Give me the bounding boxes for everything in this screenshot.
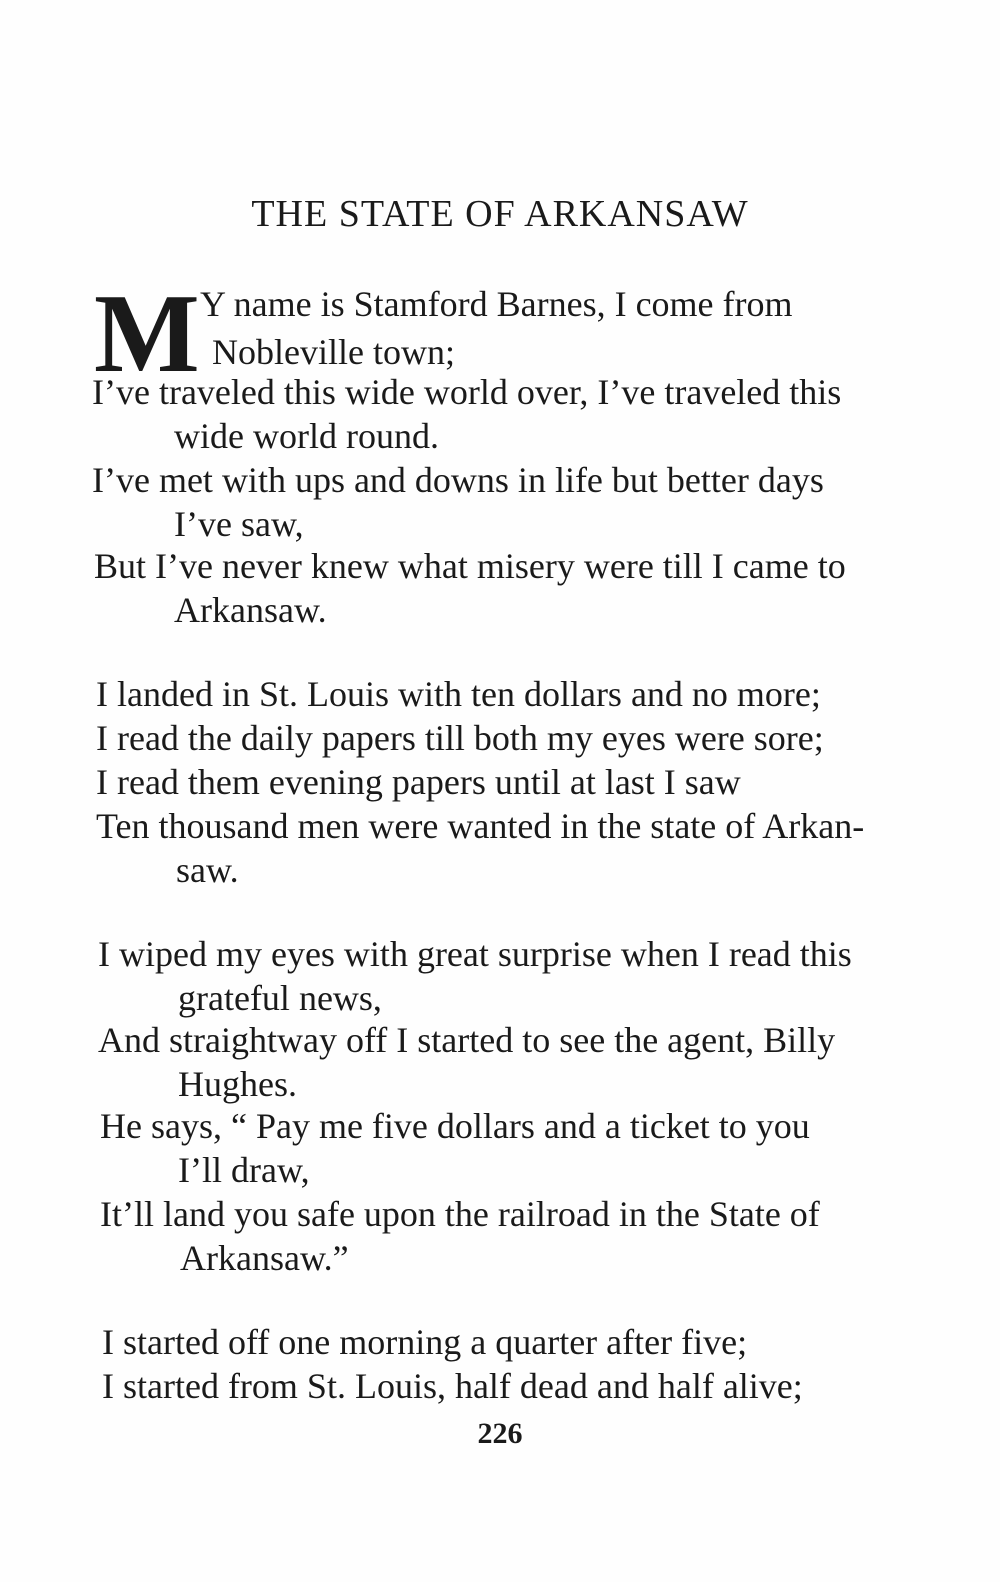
verse-line (200, 282, 912, 326)
verse-line: He says, “ Pay me five dollars and a ticket to you (100, 1106, 810, 1146)
verse-line-continuation: I’ve saw, (174, 504, 304, 544)
verse-line-continuation: grateful news, (178, 978, 382, 1018)
page-number: 226 (477, 1417, 523, 1450)
verse-line-continuation: Nobleville town; (212, 332, 455, 372)
verse-line-continuation: Arkansaw. (174, 590, 327, 630)
verse-line: But I’ve never knew what misery were till I came to (94, 546, 846, 586)
verse-line-continuation: Hughes. (178, 1064, 297, 1104)
verse-line: I’ve traveled this wide world over, I’ve traveled this (92, 372, 842, 412)
verse-line-continuation: saw. (176, 850, 239, 890)
verse-line: I started off one morning a quarter after five; (102, 1322, 748, 1362)
verse-line: I read them evening papers until at last I saw (96, 762, 741, 802)
verse-line: It’ll land you safe upon the railroad in the State of (100, 1194, 820, 1234)
drop-cap: M (94, 272, 200, 396)
verse-line-continuation: wide world round. (174, 416, 439, 456)
verse-line-continuation: Arkansaw.” (180, 1238, 349, 1278)
verse-line: I wiped my eyes with great surprise when I read this (98, 934, 852, 974)
verse-line-continuation: I’ll draw, (178, 1150, 310, 1190)
verse-line: I started from St. Louis, half dead and half alive; (102, 1366, 803, 1406)
verse-line: I landed in St. Louis with ten dollars and no more; (96, 674, 821, 714)
verse-line: Ten thousand men were wanted in the state of Arkan- (96, 806, 865, 846)
verse-line: I’ve met with ups and downs in life but better days (92, 460, 824, 500)
verse-text: Y name is Stamford Barnes, I come from (200, 284, 793, 324)
poem-title: THE STATE OF ARKANSAW (251, 193, 749, 235)
verse-line: I read the daily papers till both my eyes were sore; (96, 718, 824, 758)
verse-line: And straightway off I started to see the agent, Billy (98, 1020, 836, 1060)
